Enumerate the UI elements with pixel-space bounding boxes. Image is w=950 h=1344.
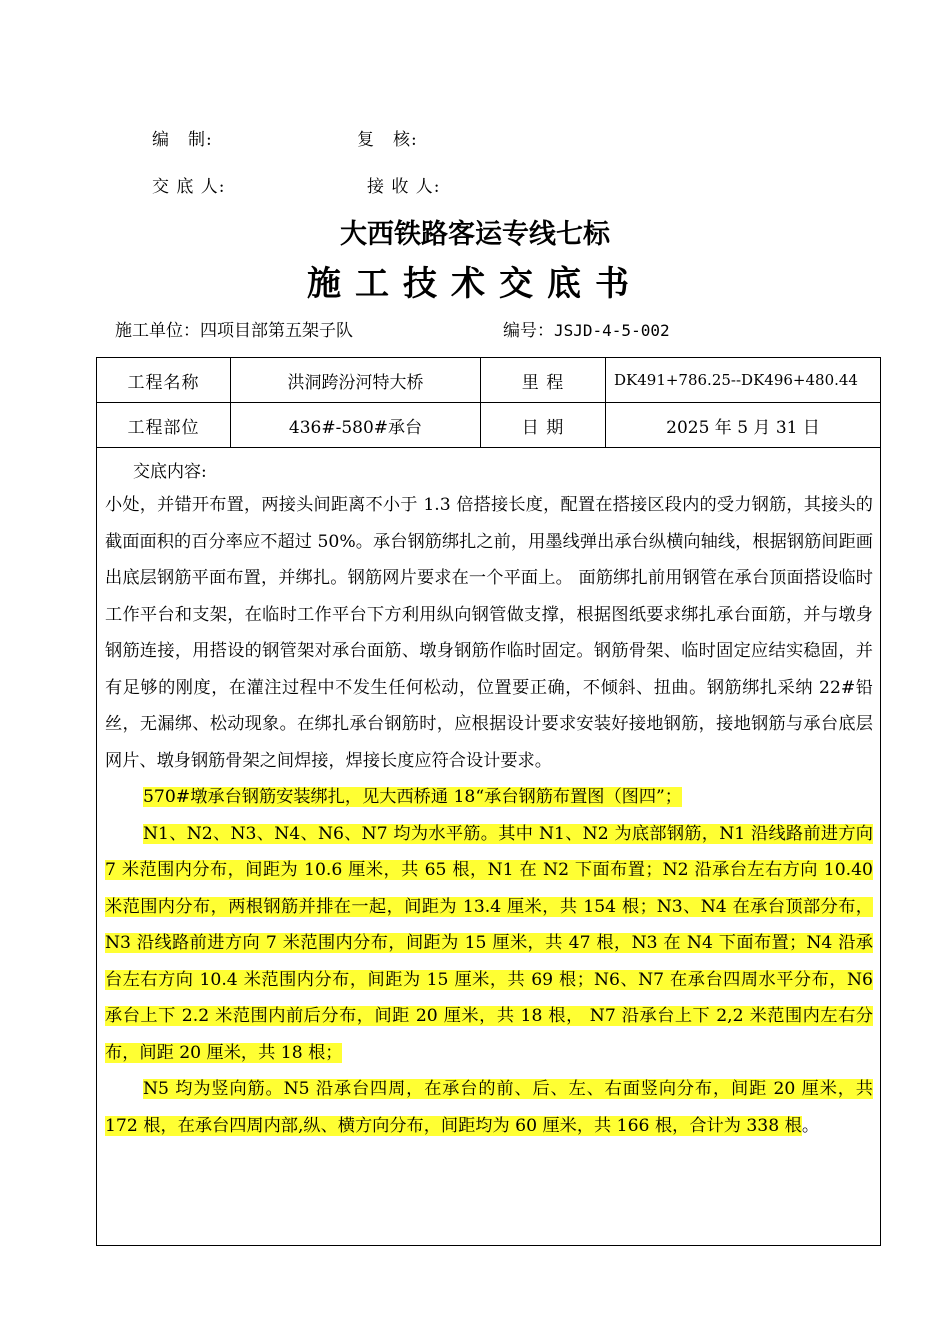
document-title: 施工技术交底书: [307, 264, 643, 304]
info-row-1: [97, 358, 881, 403]
content-paragraph-4-text: N5 均为竖向筋。N5 沿承台四周，在承台的前、后、左、右面竖向分布，间距 20 厘米，共 172 根，在承台四周内部,纵、横方向分布，间距均为 60 厘米，共 166 根，合计为 338 根: [105, 1079, 873, 1136]
receiver-label: 接 收 人:: [367, 177, 441, 197]
content-paragraph-1: 小处，并错开布置，两接头间距离不小于 1.3 倍搭接长度，配置在搭接区段内的受力钢筋，其接头的截面面积的百分率应不超过 50%。承台钢筋绑扎之前，用墨线弹出承台纵横向轴线，根据钢筋间距画出底层钢筋平面布置，并绑扎。钢筋网片要求在一个平面上。 面筋绑扎前用钢管在承台顶面搭设临时工作平台和支架，在临时工作平台下方利用纵向钢管做支撑，根据图纸要求绑扎承台面筋，并与墩身钢筋连接，用搭设的钢管架对承台面筋、墩身钢筋作临时固定。钢筋骨架、临时固定应结实稳固，并有足够的刚度，在灌注过程中不发生任何松动，位置要正确，不倾斜、扭曲。钢筋绑扎采纳 22#铅丝，无漏绑、松动现象。在绑扎承台钢筋时，应根据设计要求安装好接地钢筋，接地钢筋与承台底层网片、墩身钢筋骨架之间焊接，焊接长度应符合设计要求。: [105, 495, 873, 771]
document-number: [503, 316, 670, 341]
construction-unit: 施工单位：四项目部第五架子队: [115, 321, 353, 341]
document-number-value: JSJD-4-5-002: [554, 321, 670, 340]
review-label: 复 核:: [357, 130, 418, 150]
project-name-label: 工程名称: [97, 358, 231, 403]
content-box: [96, 447, 881, 1246]
content-paragraph-4: [105, 1071, 873, 1144]
content-paragraph-2-text: 570#墩承台钢筋安装绑扎，见大西桥通 18“承台钢筋布置图（图四”；: [143, 787, 682, 807]
part-label: 工程部位: [97, 403, 231, 448]
date-value: 2025 年 5 月 31 日: [606, 403, 881, 448]
project-title: 大西铁路客运专线七标: [340, 219, 610, 250]
compile-label: 编 制:: [152, 130, 213, 150]
content-paragraph-3-text: N1、N2、N3、N4、N6、N7 均为水平筋。其中 N1、N2 为底部钢筋，N1 沿线路前进方向 7 米范围内分布，间距为 10.6 厘米，共 65 根，N1 在 N2 下面布置；N2 沿承台左右方向 10.40 米范围内分布，两根钢筋并排在一起，间距为 13.4 厘米，共 154 根；N3、N4 在承台顶部分布，N3 沿线路前进方向 7 米范围内分布，间距为 15 厘米，共 47 根，N3 在 N4 下面布置；N4 沿承台左右方向 10.4 米范围内分布，间距为 15 厘米，共 69 根；N6、N7 在承台四周水平分布，N6 承台上下 2.2 米范围内前后分布，间距 20 厘米，共 18 根， N7 沿承台上下 2,2 米范围内左右分布，间距 20 厘米，共 18 根；: [105, 823, 873, 1063]
document-number-label: 编号：: [503, 321, 554, 341]
project-name-value: 洪洞跨汾河特大桥: [231, 358, 481, 403]
content-paragraph-3: [105, 816, 873, 1072]
discloser-label: 交 底 人:: [152, 177, 226, 197]
date-label: 日 期: [481, 403, 606, 448]
part-value: 436#-580#承台: [231, 403, 481, 448]
mileage-label: 里 程: [481, 358, 606, 403]
info-table: [96, 357, 881, 448]
content-paragraph-4-end: 。: [801, 1115, 820, 1136]
info-row-2: [97, 403, 881, 448]
content-paragraph-2: [105, 779, 873, 816]
content-text: [105, 487, 873, 1144]
mileage-value: DK491+786.25--DK496+480.44: [606, 358, 881, 403]
content-title: 交底内容:: [133, 462, 207, 482]
